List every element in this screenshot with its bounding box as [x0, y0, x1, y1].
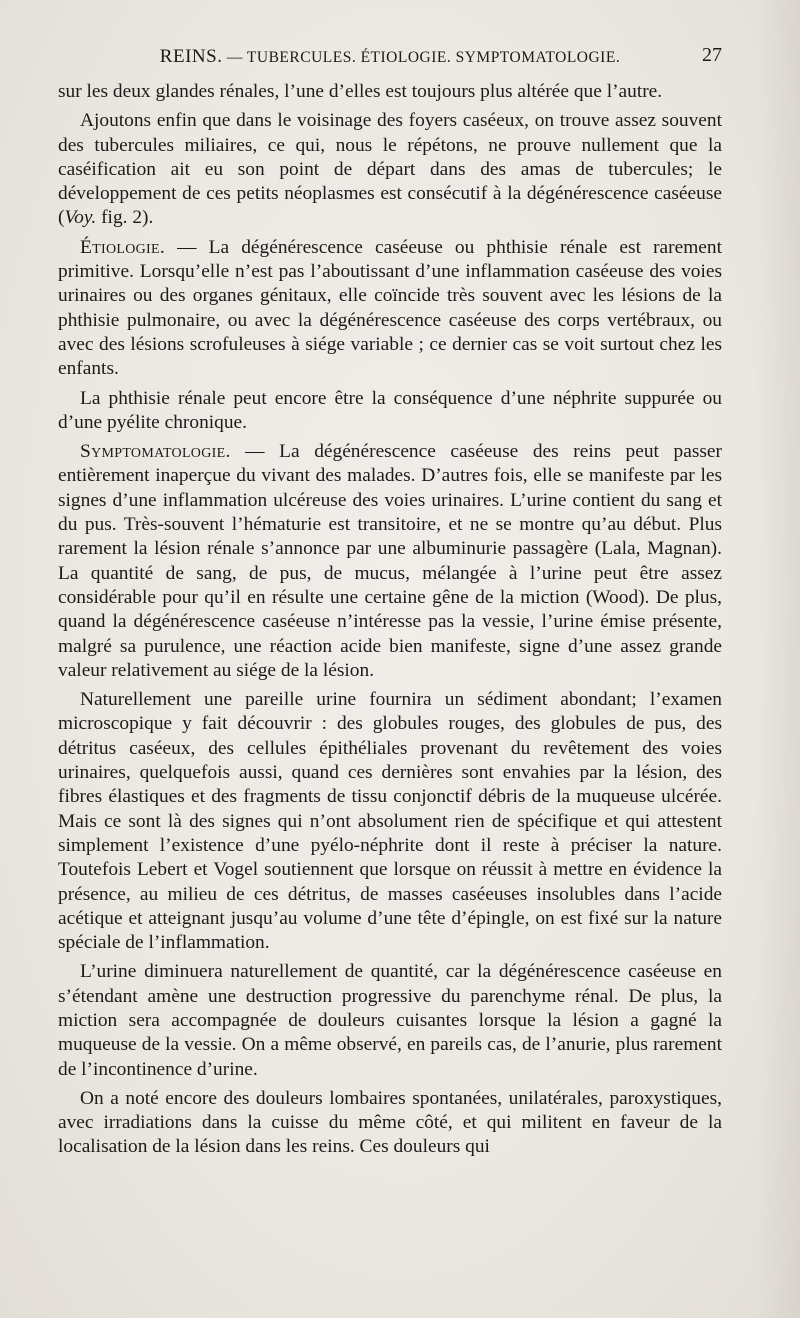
running-title	[58, 46, 722, 68]
paragraph-text: La phthisie rénale peut encore être la conséquence d’une néphrite suppurée ou d’une pyélite chronique.	[58, 387, 722, 433]
paragraph	[58, 387, 722, 436]
paragraph-text: L’urine diminuera naturellement de quantité, car la dégénérescence caséeuse en s’étendant amène une destruction progressive du parenchyme rénal. De plus, la miction sera accompagnée de douleurs cuisantes lorsque la lésion a gagné la muqueuse de la vessie. On a même observé, en pareils cas, de l’anurie, plus rarement de l’incontinence d’urine.	[58, 961, 722, 1080]
paragraph	[58, 1087, 722, 1160]
paragraph-text: — La dégénérescence caséeuse des reins peut passer entièrement inaperçue du vivant des malades. D’autres fois, elle se manifeste par les signes d’une inflammation ulcéreuse des voies urinaires. L’urine contient du sang et du pus. Très-souvent l’hématurie est transitoire, et ne se montre qu’au début. Plus rarement la lésion rénale s’annonce par une albuminurie passagère (Lala, Magnan). La quantité de sang, de pus, de mucus, mélangée à l’urine peut être assez considérable pour qu’il en résulte une certaine gêne de la miction (Wood). De plus, quand la dégénérescence caséeuse n’intéresse pas la vessie, l’urine émise présente, malgré sa purulence, une réaction acide bien manifeste, signe d’une assez grande valeur relativement au siége de la lésion.	[58, 441, 722, 681]
paragraph-continuation	[58, 80, 722, 104]
paragraph	[58, 688, 722, 955]
section-heading-etiologie: Étiologie.	[80, 236, 166, 258]
page-number: 27	[702, 44, 722, 66]
body-text	[58, 80, 722, 1165]
running-title-rest: — TUBERCULES. ÉTIOLOGIE. SYMPTOMATOLOGIE.	[222, 49, 621, 66]
running-title-prefix: REINS.	[159, 46, 223, 67]
paragraph-etiologie	[58, 236, 722, 382]
figure-reference: Voy.	[64, 207, 97, 229]
page-edge-shadow	[756, 0, 800, 1318]
paragraph-symptomatologie	[58, 440, 722, 683]
paragraph	[58, 109, 722, 230]
section-heading-symptomatologie: Symptomatologie.	[80, 441, 231, 463]
paragraph-text: — La dégénérescence caséeuse ou phthisie rénale est rarement primitive. Lorsqu’elle n’est pas l’aboutissant d’une inflammation caséeuse des voies urinaires ou des organes génitaux, elle coïncide très souvent avec les lésions de la phthisie pulmonaire, ou avec la dégénérescence caséeuse des corps vertébraux, ou avec des lésions scrofuleuses à siége variable ; ce dernier cas se voit surtout chez les enfants.	[58, 236, 722, 380]
paragraph	[58, 960, 722, 1081]
paragraph-text: On a noté encore des douleurs lombaires spontanées, unilatérales, paroxystiques, avec irradiations dans la cuisse du même côté, et qui militent en faveur de la localisation de la lésion dans les reins. Ces douleurs qui	[58, 1087, 722, 1158]
paragraph-text: fig. 2).	[96, 207, 154, 229]
paragraph-text: sur les deux glandes rénales, l’une d’elles est toujours plus altérée que l’autre.	[58, 81, 663, 102]
running-header	[58, 44, 722, 74]
paragraph-text: Naturellement une pareille urine fournira un sédiment abondant; l’examen microscopique y fait découvrir : des globules rouges, des globules de pus, des détritus caséeux, des cellules épithéliales provenant du revêtement des voies urinaires, quelquefois aussi, quand ces dernières sont envahies par la lésion, des fibres élastiques et des fragments de tissu conjonctif débris de la muqueuse ulcérée. Mais ce sont là des signes qui n’ont absolument rien de spécifique et qui attestent simplement l’existence d’une pyélo-néphrite dont il reste à préciser la nature. Toutefois Lebert et Vogel soutiennent que lorsque on réussit à mettre en évidence la présence, au milieu de ces détritus, de masses caséeuses insolubles dans l’acide acétique et atteignant jusqu’au volume d’une tête d’épingle, on est fixé sur la nature spéciale de l’inflammation.	[58, 689, 722, 954]
paragraph-text: Ajoutons enfin que dans le voisinage des foyers caséeux, on trouve assez souvent des tubercules miliaires, ce qui, nous le répétons, ne prouve nullement que la caséification ait eu son point de départ dans des amas de tubercules; le développement de ces petits néoplasmes est consécutif à la dégénérescence caséeuse (	[58, 110, 722, 229]
